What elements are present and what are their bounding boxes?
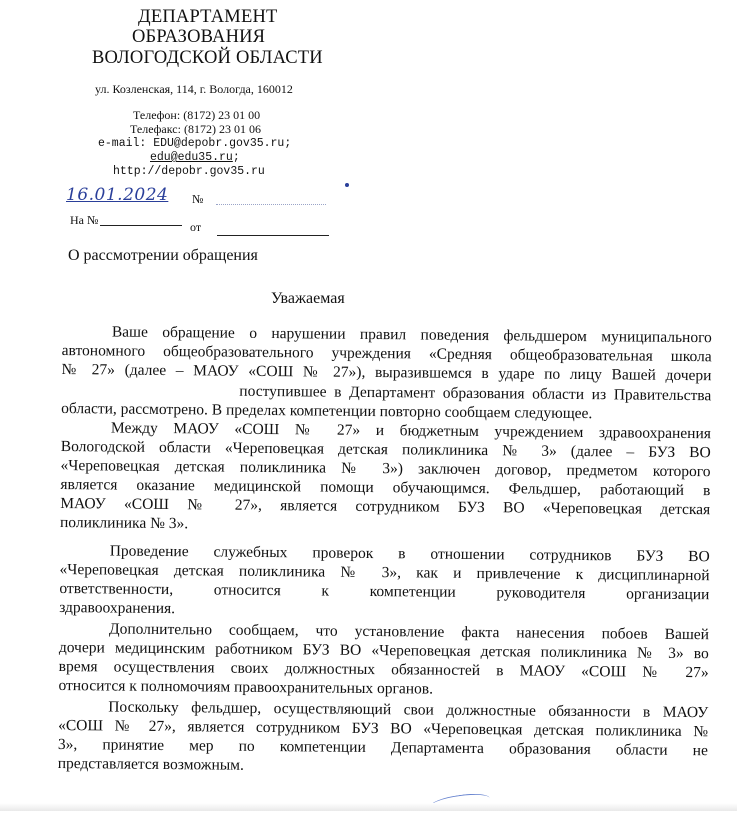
body-line: Поскольку фельдшер, осуществляющий свои должностные обязанности в МАОУ <box>108 698 709 722</box>
reply-to-date-label: от <box>190 220 202 234</box>
body-line: «СОШ № 27», является сотрудником БУЗ ВО «Череповецкая детская поликлиника № <box>58 717 709 741</box>
dept-name-line3: ВОЛОГОДСКОЙ ОБЛАСТИ <box>92 48 323 68</box>
reg-number-label: № <box>192 192 204 206</box>
dept-email-alt[interactable]: edu@edu35.ru <box>150 151 233 164</box>
body-line: МАОУ «СОШ № 27», является сотрудником БУЗ ВО «Череповецкая детская <box>60 495 711 519</box>
body-line: является оказание медицинской помощи обучающимся. Фельдшер, работающий в <box>60 476 711 500</box>
body-line: время осуществления своих должностных обязанностей в МАОУ «СОШ № 27» <box>58 658 709 682</box>
dept-address: ул. Козленская, 114, г. Вологда, 160012 <box>95 82 293 96</box>
salutation: Уважаемая <box>271 290 345 307</box>
body-line: представляется возможным. <box>57 754 245 774</box>
dept-phone: Телефон: (8172) 23 01 00 <box>133 108 261 122</box>
body-line: автономного общеобразовательного учреждения «Средняя общеобразовательная школа <box>61 342 712 366</box>
dept-email-alt-suffix: ; <box>232 151 240 164</box>
body-line: ответственности, относится к компетенции руководителя организации <box>59 580 710 604</box>
dept-fax: Телефакс: (8172) 23 01 06 <box>130 122 261 136</box>
dept-name-line2: ОБРАЗОВАНИЯ <box>132 27 266 47</box>
body-line: «Череповецкая детская поликлиника № 3», как и привлечение к дисциплинарной <box>59 561 710 585</box>
body-line: Вологодской области «Череповецкая детская поликлиника № 3» (далее – БУЗ ВО <box>60 438 711 462</box>
body-line: поступившее в Департамент образования области из Правительства <box>239 382 712 405</box>
body-line: «Череповецкая детская поликлиника № 3») заключен договор, предметом которого <box>60 457 711 481</box>
body-line: дочери медицинским работником БУЗ ВО «Череповецкая детская поликлиника № 3» во <box>58 639 709 663</box>
body-line: поликлиника № 3». <box>59 514 189 533</box>
reply-to-number-label: На № <box>70 213 99 227</box>
letter-subject: О рассмотрении обращения <box>68 247 258 264</box>
body-line: № 27» (далее – МАОУ «СОШ № 27»), выразившемся в ударе по лицу Вашей дочери <box>61 361 712 385</box>
handwritten-date: 16.01.2024 <box>66 185 169 205</box>
body-line: Дополнительно сообщаем, что установление факта нанесения побоев Вашей <box>108 620 710 644</box>
body-line: Проведение служебных проверок в отношении сотрудников БУЗ ВО <box>109 542 710 566</box>
page-bottom-edge <box>0 803 737 811</box>
dept-email: e-mail: EDU@depobr.gov35.ru; <box>98 137 292 150</box>
body-line: области, рассмотрено. В пределах компетенции повторно сообщаем следующее. <box>61 400 593 423</box>
body-line: 3», принятие мер по компетенции Департамента образования области не <box>57 736 708 760</box>
dept-name-line1: ДЕПАРТАМЕНТ <box>138 7 278 27</box>
body-line: Между МАОУ «СОШ № 27» и бюджетным учреждением здравоохранения <box>110 419 712 443</box>
body-line: относится к полномочиям правоохранительных органов. <box>58 677 434 698</box>
body-line: Ваше обращение о нарушении правил поведения фельдшером муниципального <box>111 323 712 347</box>
body-line: здравоохранения. <box>59 599 176 618</box>
dept-website[interactable]: http://depobr.gov35.ru <box>113 165 265 178</box>
